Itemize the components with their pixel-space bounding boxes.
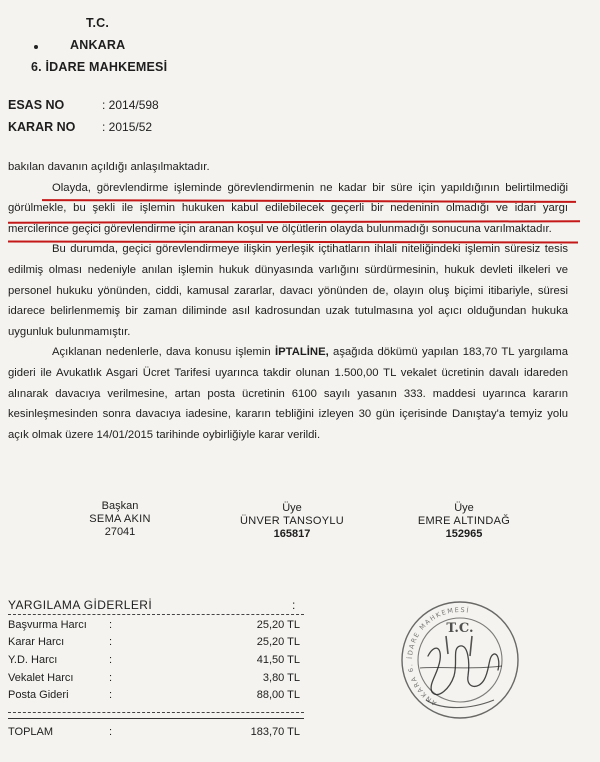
header-tc: T.C.: [86, 16, 110, 30]
signature-name: ÜNVER TANSOYLU: [239, 515, 345, 527]
signature-id: 27041: [104, 526, 136, 538]
cost-label: Başvurma Harcı: [8, 619, 87, 631]
header-court: 6. İDARE MAHKEMESİ: [31, 60, 168, 74]
seal-top-text: T.C.: [446, 621, 474, 636]
cost-total-row: [8, 726, 308, 741]
cost-total-colon: :: [109, 726, 113, 738]
paragraph-2: Bu durumda, geçici görevlendirmeye ilişkin yerleşik içtihatların ihlali niteliğindeki işlemin süresiz tesis edilmiş olması nedeniyle anılan işlemin hukuk dünyasında varlığını sürdürmesinin, hukuk devleti ilkeleri ve personel hukuku yönünden, ciddi, kamusal zararlar, davacı yönünden de, olayın oluş biçimi itibariyle, süresi idarece belirlenmemiş bir zaman diliminde asıl kadrosundan uzak tutulmasına yol açıcı olduğundan hukuka uygunluk bulunmamıştır.: [8, 243, 568, 338]
paragraph-1: Olayda, görevlendirme işleminde görevlendirmenin ne kadar bir süre için yapıldığının belirtilmediği görülmekle, bu şekli ile işlemin hukuken kabul edilebilecek geçerli bir nedeninin olmadığı ve idari yargı mercilerince geçici görevlendirme için aranan koşul ve ölçütlerin olayda bulunmadığı sonucuna varılmaktadır.: [8, 181, 568, 235]
signature-president: [45, 500, 195, 539]
signature-name: SEMA AKIN: [89, 513, 151, 525]
cost-colon: :: [109, 619, 113, 631]
court-seal: [398, 596, 523, 728]
paragraph-3: [8, 342, 568, 445]
signature-role: Başkan: [101, 500, 139, 512]
costs-separator: [8, 712, 304, 713]
header-bullet: [34, 45, 38, 49]
p3-text-pre: Açıklanan nedenlerle, dava konusu işlemin: [52, 346, 275, 359]
cost-colon: :: [109, 636, 113, 648]
cost-colon: :: [109, 672, 113, 684]
cost-amount: 25,20 TL: [256, 636, 300, 648]
seal-ring-text: ANKARA 6. İDARE MAHKEMESİ: [406, 605, 471, 708]
signature-role: Üye: [454, 502, 474, 514]
p3-text-post: aşağıda dökümü yapılan 183,70 TL yargılama gideri ile Avukatlık Asgari Ücret Tarifesi uyarınca takdir olunan 1.500,00 TL vekalet ücretinin davalı idareden alınarak davacıya verilmesine, artan posta ücretinin 6100 sayılı yasanın 333. maddesi uyarınca kararın kesinleşmesinden sonra davacıya iadesine, kararın tebliğini izleyen 30 gün içerisinde Danıştay'a temyiz yolu açık olmak üzere 14/01/2015 tarihinde oybirliğiyle karar verildi.: [8, 346, 568, 441]
signature-role: Üye: [282, 502, 302, 514]
cost-label: Karar Harcı: [8, 636, 65, 648]
karar-value: : 2015/52: [102, 120, 153, 134]
costs-total-rule: [8, 718, 304, 719]
cost-colon: :: [109, 654, 113, 666]
signature-name: EMRE ALTINDAĞ: [417, 515, 511, 527]
cost-row: [8, 672, 308, 687]
esas-value: : 2014/598: [102, 98, 159, 112]
seal-signature-stroke: [428, 646, 499, 695]
p3-decision: İPTALİNE,: [275, 346, 329, 359]
esas-label: ESAS NO: [8, 98, 65, 112]
signature-id: 152965: [445, 528, 483, 540]
costs-title-colon: :: [292, 598, 296, 612]
cost-label: Vekalet Harcı: [8, 672, 74, 684]
cost-row: [8, 654, 308, 669]
signature-member-1: [217, 502, 367, 541]
costs-title: YARGILAMA GİDERLERİ: [8, 598, 153, 612]
cost-row: [8, 636, 308, 651]
cost-row: [8, 689, 308, 704]
cost-amount: 88,00 TL: [256, 689, 300, 701]
signature-id: 165817: [273, 528, 311, 540]
karar-label: KARAR NO: [8, 120, 76, 134]
cost-total-amount: 183,70 TL: [250, 726, 300, 738]
cost-amount: 41,50 TL: [256, 654, 300, 666]
body-line0: bakılan davanın açıldığı anlaşılmaktadır.: [8, 161, 210, 173]
cost-colon: :: [109, 689, 113, 701]
cost-label: Posta Gideri: [8, 689, 69, 701]
cost-amount: 3,80 TL: [262, 672, 300, 684]
cost-amount: 25,20 TL: [256, 619, 300, 631]
signature-member-2: [389, 502, 539, 541]
cost-label: Y.D. Harcı: [8, 654, 58, 666]
costs-title-dotted-line: [8, 614, 304, 615]
cost-row: [8, 619, 308, 634]
header-city: ANKARA: [70, 38, 126, 52]
cost-total-label: TOPLAM: [8, 726, 54, 738]
